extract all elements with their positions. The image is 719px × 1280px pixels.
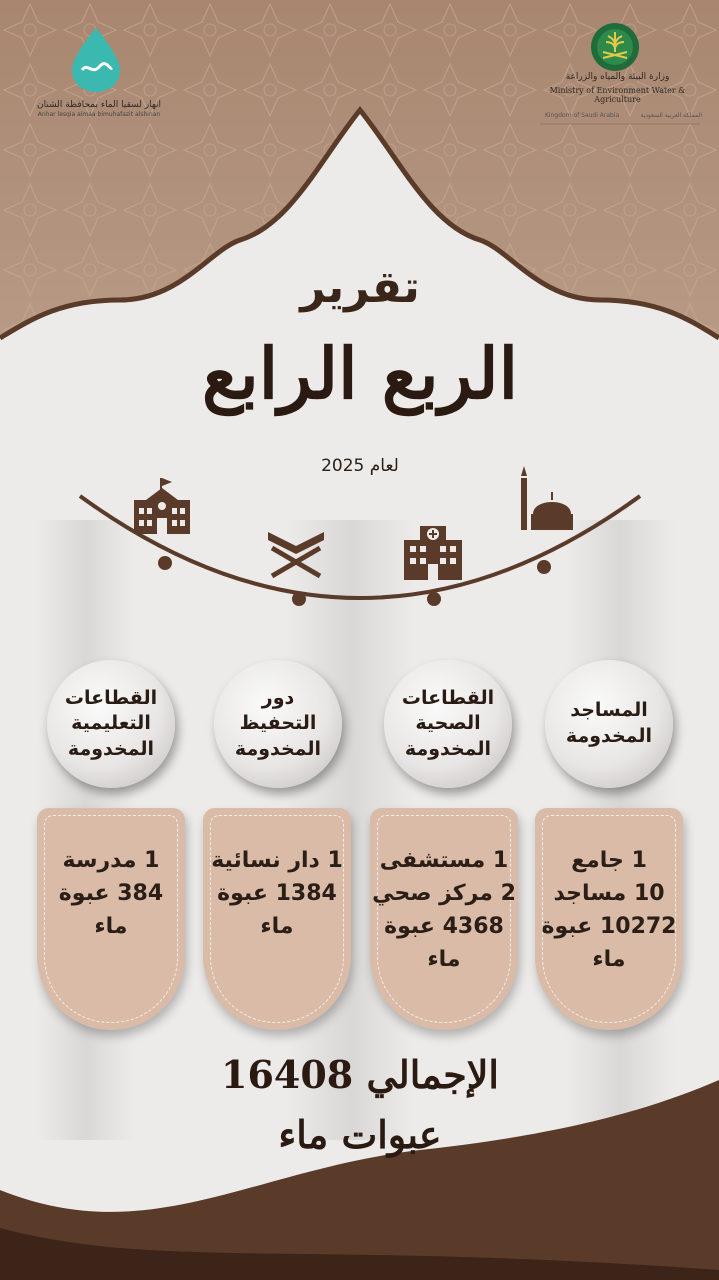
arc-dot — [292, 592, 306, 606]
total-unit: عبوات ماء — [278, 1112, 442, 1157]
category-label: القطاعات التعليمية المخدومة — [64, 686, 158, 760]
total-count: الإجمالي 16408 — [221, 1052, 499, 1097]
kingdom-name-en: Kingdom of Saudi Arabia — [545, 112, 620, 119]
card-detail-text: 1 جامع 10 مساجد 10272 عبوة ماء — [541, 848, 677, 972]
category-label: المساجد المخدومة — [565, 699, 653, 747]
quarter-title: الربع الرابع — [201, 332, 519, 415]
detail-card-mosques — [535, 808, 683, 1030]
detail-card-health — [370, 808, 518, 1030]
arc-dot — [427, 592, 441, 606]
mosque-icon — [513, 464, 575, 532]
report-year: لعام 2025 — [321, 456, 399, 476]
anhar-water-drop-icon — [62, 26, 130, 94]
hospital-icon — [402, 522, 464, 580]
anhar-name-en: Anhar lesqia almaa bimuhafazit alshinan — [37, 111, 161, 118]
category-label: دور التحفيظ المخدومة — [234, 686, 322, 760]
card-detail-text: 1 دار نسائية 1384 عبوة ماء — [211, 848, 343, 939]
report-title: تقرير — [300, 262, 420, 313]
quran-stand-icon — [264, 526, 328, 578]
arc-dot — [537, 560, 551, 574]
school-icon — [132, 478, 192, 534]
category-circle-tahfeez — [214, 660, 342, 788]
arc-dot — [158, 556, 172, 570]
kingdom-name-ar: المملكة العربية السعودية — [640, 112, 702, 119]
card-detail-text: 1 مستشفى 2 مركز صحي 4368 عبوة ماء — [372, 848, 516, 972]
saudi-palm-swords-icon — [590, 22, 640, 72]
ministry-name-en: Ministry of Environment Water & Agriculture — [549, 86, 686, 104]
ministry-name-ar: وزارة البيئة والمياه والزراعة — [565, 72, 670, 82]
category-circle-health — [384, 660, 512, 788]
card-detail-text: 1 مدرسة 384 عبوة ماء — [58, 848, 164, 939]
category-label: القطاعات الصحية المخدومة — [401, 686, 495, 760]
detail-card-education — [37, 808, 185, 1030]
category-circle-education — [47, 660, 175, 788]
anhar-name-ar: انهار لسقيا الماء بمحافظة الشنان — [37, 100, 161, 110]
ministry-emblem — [590, 22, 640, 72]
anhar-logo — [62, 26, 130, 94]
detail-card-tahfeez — [203, 808, 351, 1030]
category-circle-mosques — [545, 660, 673, 788]
